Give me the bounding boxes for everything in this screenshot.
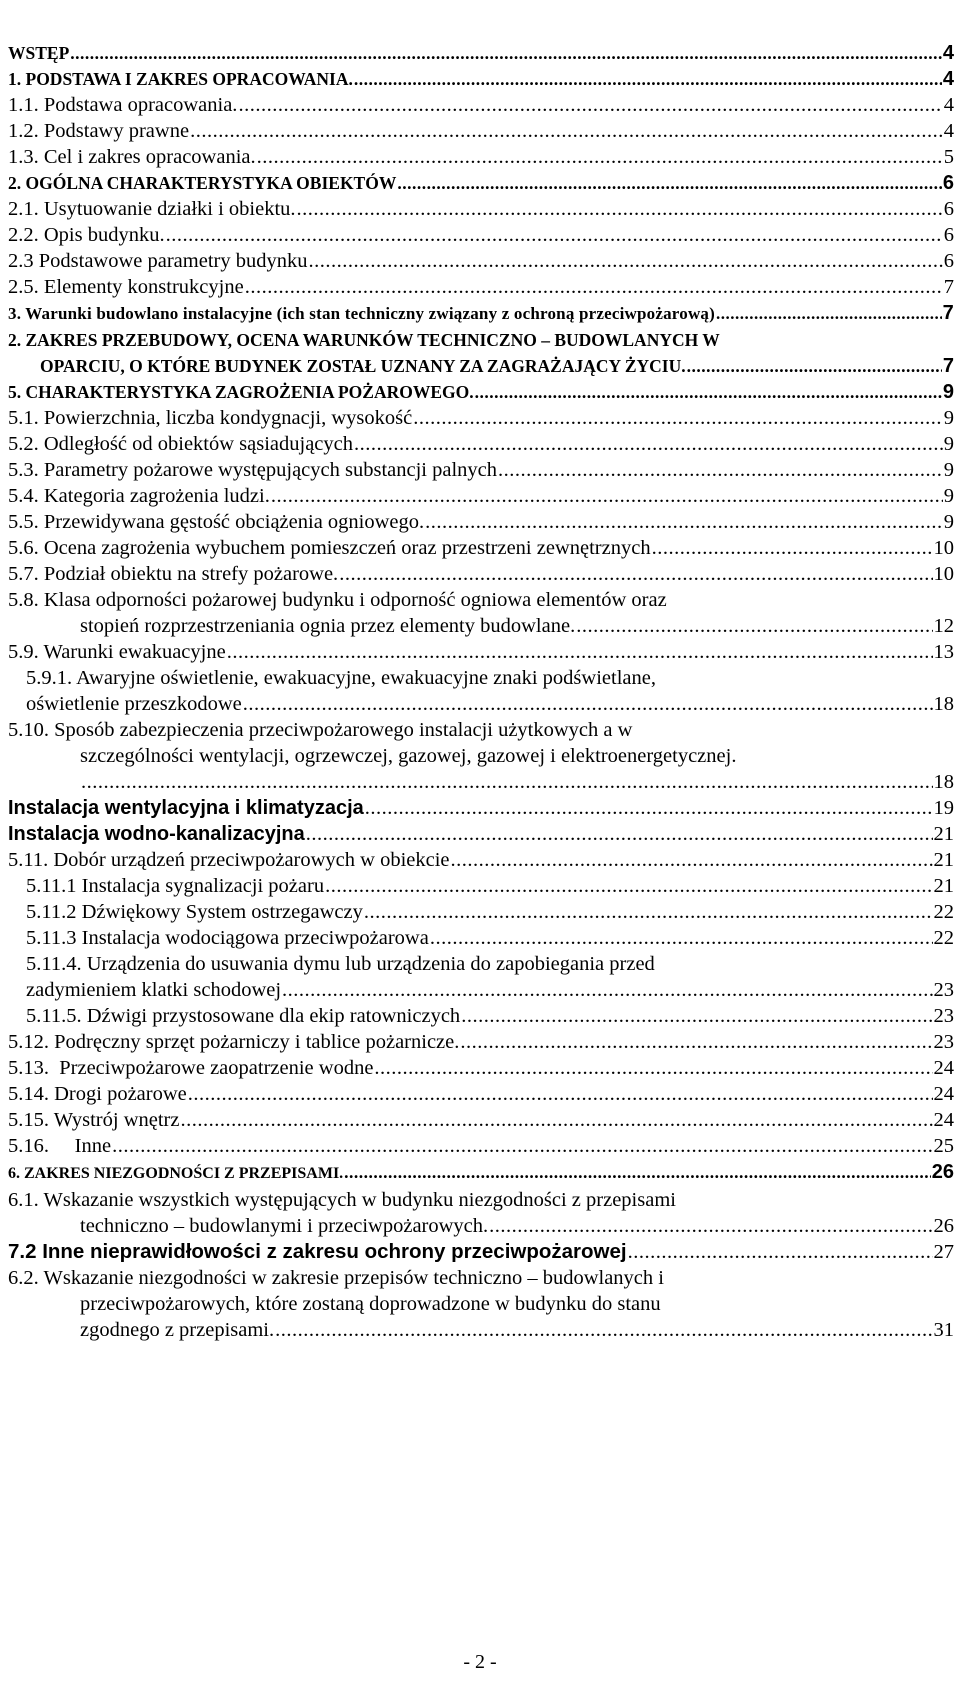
toc-entry-5-10-line2: szczególności wentylacji, ogrzewczej, gazowej, gazowej i elektroenergetycznej.	[80, 745, 737, 767]
toc-entry-5-8-line1: 5.8. Klasa odporności pożarowej budynku i odporność ogniowa elementów oraz	[8, 589, 667, 611]
toc-entry-1[interactable]: 1. PODSTAWA I ZAKRES OPRACOWANIA. ..... 4	[8, 66, 954, 92]
toc-entry-5-12[interactable]: 5.12. Podręczny sprzęt pożarniczy i tablice pożarnicze. ..... 23	[8, 1029, 954, 1055]
toc-entry-2-1[interactable]: 2.1. Usytuowanie działki i obiektu. ..... 6	[8, 196, 954, 222]
toc-entry-6-1[interactable]	[8, 1187, 954, 1239]
toc-entry-6-1-line2: techniczno – budowlanymi i przeciwpożarowych.	[80, 1215, 489, 1237]
toc-entry-3[interactable]: 3. Warunki budowlano instalacyjne (ich stan techniczny związany z ochroną przeciwpożarową) ..... 7	[8, 300, 954, 327]
toc-entry-5-14[interactable]: 5.14. Drogi pożarowe ..... 24	[8, 1081, 954, 1107]
toc-entry-5-11-4[interactable]	[8, 951, 954, 1003]
toc-entry-2-3[interactable]: 2.3 Podstawowe parametry budynku ..... 6	[8, 248, 954, 274]
toc-entry-5-7[interactable]: 5.7. Podział obiektu na strefy pożarowe. ..... 10	[8, 561, 954, 587]
toc-entry-5-10[interactable]	[8, 717, 954, 795]
toc-entry-2b-line1: 2. ZAKRES PRZEBUDOWY, OCENA WARUNKÓW TECHNICZNO – BUDOWLANYCH W	[8, 330, 720, 350]
toc-entry-5-11-5[interactable]: 5.11.5. Dźwigi przystosowane dla ekip ratowniczych ..... 23	[8, 1003, 954, 1029]
toc-entry-5-9-1-page: 18	[933, 693, 954, 715]
toc-entry-6[interactable]: 6. ZAKRES NIEZGODNOŚCI Z PRZEPISAMI. ..... 26	[8, 1159, 954, 1187]
toc-entry-5-11-2[interactable]: 5.11.2 Dźwiękowy System ostrzegawczy ..... 22	[8, 899, 954, 925]
toc-entry-5-5[interactable]: 5.5. Przewidywana gęstość obciążenia ogniowego. ..... 9	[8, 509, 954, 535]
toc-entry-1-2[interactable]: 1.2. Podstawy prawne ..... 4	[8, 118, 954, 144]
toc-entry-1-3[interactable]: 1.3. Cel i zakres opracowania. ..... 5	[8, 144, 954, 170]
toc-entry-5-3[interactable]: 5.3. Parametry pożarowe występujących substancji palnych ..... 9	[8, 457, 954, 483]
toc-entry-6-2[interactable]	[8, 1265, 954, 1343]
toc-entry-2[interactable]: 2. OGÓLNA CHARAKTERYSTYKA OBIEKTÓW ..... 6	[8, 170, 954, 196]
toc-entry-5-11-1[interactable]: 5.11.1 Instalacja sygnalizacji pożaru ..... 21	[8, 873, 954, 899]
toc-entry-2b[interactable]	[8, 327, 954, 379]
toc-entry-5-8[interactable]	[8, 587, 954, 639]
toc-entry-5-11-4-line1: 5.11.4. Urządzenia do usuwania dymu lub urządzenia do zapobiegania przed	[26, 953, 655, 975]
toc-entry-5-16[interactable]: 5.16. Inne ..... 25	[8, 1133, 954, 1159]
toc-entry-5-8-page: 12	[933, 615, 954, 637]
toc-entry-5-11-4-line2: zadymieniem klatki schodowej	[26, 979, 282, 1001]
page-number: - 2 -	[463, 1651, 497, 1673]
toc-entry-5-15[interactable]: 5.15. Wystrój wnętrz ..... 24	[8, 1107, 954, 1133]
toc-entry-intro[interactable]: WSTĘP ..... 4	[8, 40, 954, 66]
toc-entry-6-2-line1: 6.2. Wskazanie niezgodności w zakresie przepisów techniczno – budowlanych i	[8, 1267, 664, 1289]
toc-entry-5-11[interactable]: 5.11. Dobór urządzeń przeciwpożarowych w obiekcie ..... 21	[8, 847, 954, 873]
toc-entry-5-4[interactable]: 5.4. Kategoria zagrożenia ludzi. ..... 9	[8, 483, 954, 509]
toc-entry-5-9-1[interactable]	[8, 665, 954, 717]
toc-entry-6-2-line3: zgodnego z przepisami.	[80, 1319, 275, 1341]
toc-entry-5-9-1-line1: 5.9.1. Awaryjne oświetlenie, ewakuacyjne, ewakuacyjne znaki podświetlane,	[26, 667, 656, 689]
toc-entry-wod-kan[interactable]: Instalacja wodno-kanalizacyjna ..... 21	[8, 821, 954, 847]
toc-entry-2-5[interactable]: 2.5. Elementy konstrukcyjne ..... 7	[8, 274, 954, 300]
toc-entry-1-1[interactable]: 1.1. Podstawa opracowania. ..... 4	[8, 92, 954, 118]
toc-entry-7-2[interactable]: 7.2 Inne nieprawidłowości z zakresu ochrony przeciwpożarowej ..... 27	[8, 1239, 954, 1265]
toc-entry-6-2-line2: przeciwpożarowych, które zostaną doprowadzone w budynku do stanu	[80, 1293, 661, 1315]
toc-entry-5-13[interactable]: 5.13. Przeciwpożarowe zaopatrzenie wodne ..... 24	[8, 1055, 954, 1081]
toc-entry-2b-page: 7	[942, 355, 954, 377]
toc-entry-2b-line2: OPARCIU, O KTÓRE BUDYNEK ZOSTAŁ UZNANY ZA ZAGRAŻAJĄCY ŻYCIU.	[40, 356, 686, 376]
toc-entry-5-1[interactable]: 5.1. Powierzchnia, liczba kondygnacji, wysokość ..... 9	[8, 405, 954, 431]
toc-entry-wentylacja[interactable]: Instalacja wentylacyjna i klimatyzacja ..... 19	[8, 795, 954, 821]
toc-entry-5-2[interactable]: 5.2. Odległość od obiektów sąsiadujących ..... 9	[8, 431, 954, 457]
toc-entry-5-9[interactable]: 5.9. Warunki ewakuacyjne ..... 13	[8, 639, 954, 665]
table-of-contents	[8, 40, 954, 1343]
toc-entry-5-8-line2: stopień rozprzestrzeniania ognia przez elementy budowlane.	[80, 615, 576, 637]
toc-entry-2-2[interactable]: 2.2. Opis budynku. ..... 6	[8, 222, 954, 248]
toc-entry-5-10-line1: 5.10. Sposób zabezpieczenia przeciwpożarowego instalacji użytkowych a w	[8, 719, 633, 741]
toc-entry-5-10-page: 18	[933, 771, 954, 793]
toc-entry-6-2-page: 31	[933, 1319, 954, 1341]
toc-entry-5-11-3[interactable]: 5.11.3 Instalacja wodociągowa przeciwpożarowa ..... 22	[8, 925, 954, 951]
toc-entry-6-1-line1: 6.1. Wskazanie wszystkich występujących w budynku niezgodności z przepisami	[8, 1189, 676, 1211]
toc-entry-5[interactable]: 5. CHARAKTERYSTYKA ZAGROŻENIA POŻAROWEGO. ..... 9	[8, 379, 954, 405]
toc-entry-5-9-1-line2: oświetlenie przeszkodowe	[26, 693, 242, 715]
toc-entry-5-11-4-page: 23	[933, 979, 954, 1001]
toc-entry-6-1-page: 26	[933, 1215, 954, 1237]
toc-entry-5-6[interactable]: 5.6. Ocena zagrożenia wybuchem pomieszczeń oraz przestrzeni zewnętrznych ..... 10	[8, 535, 954, 561]
